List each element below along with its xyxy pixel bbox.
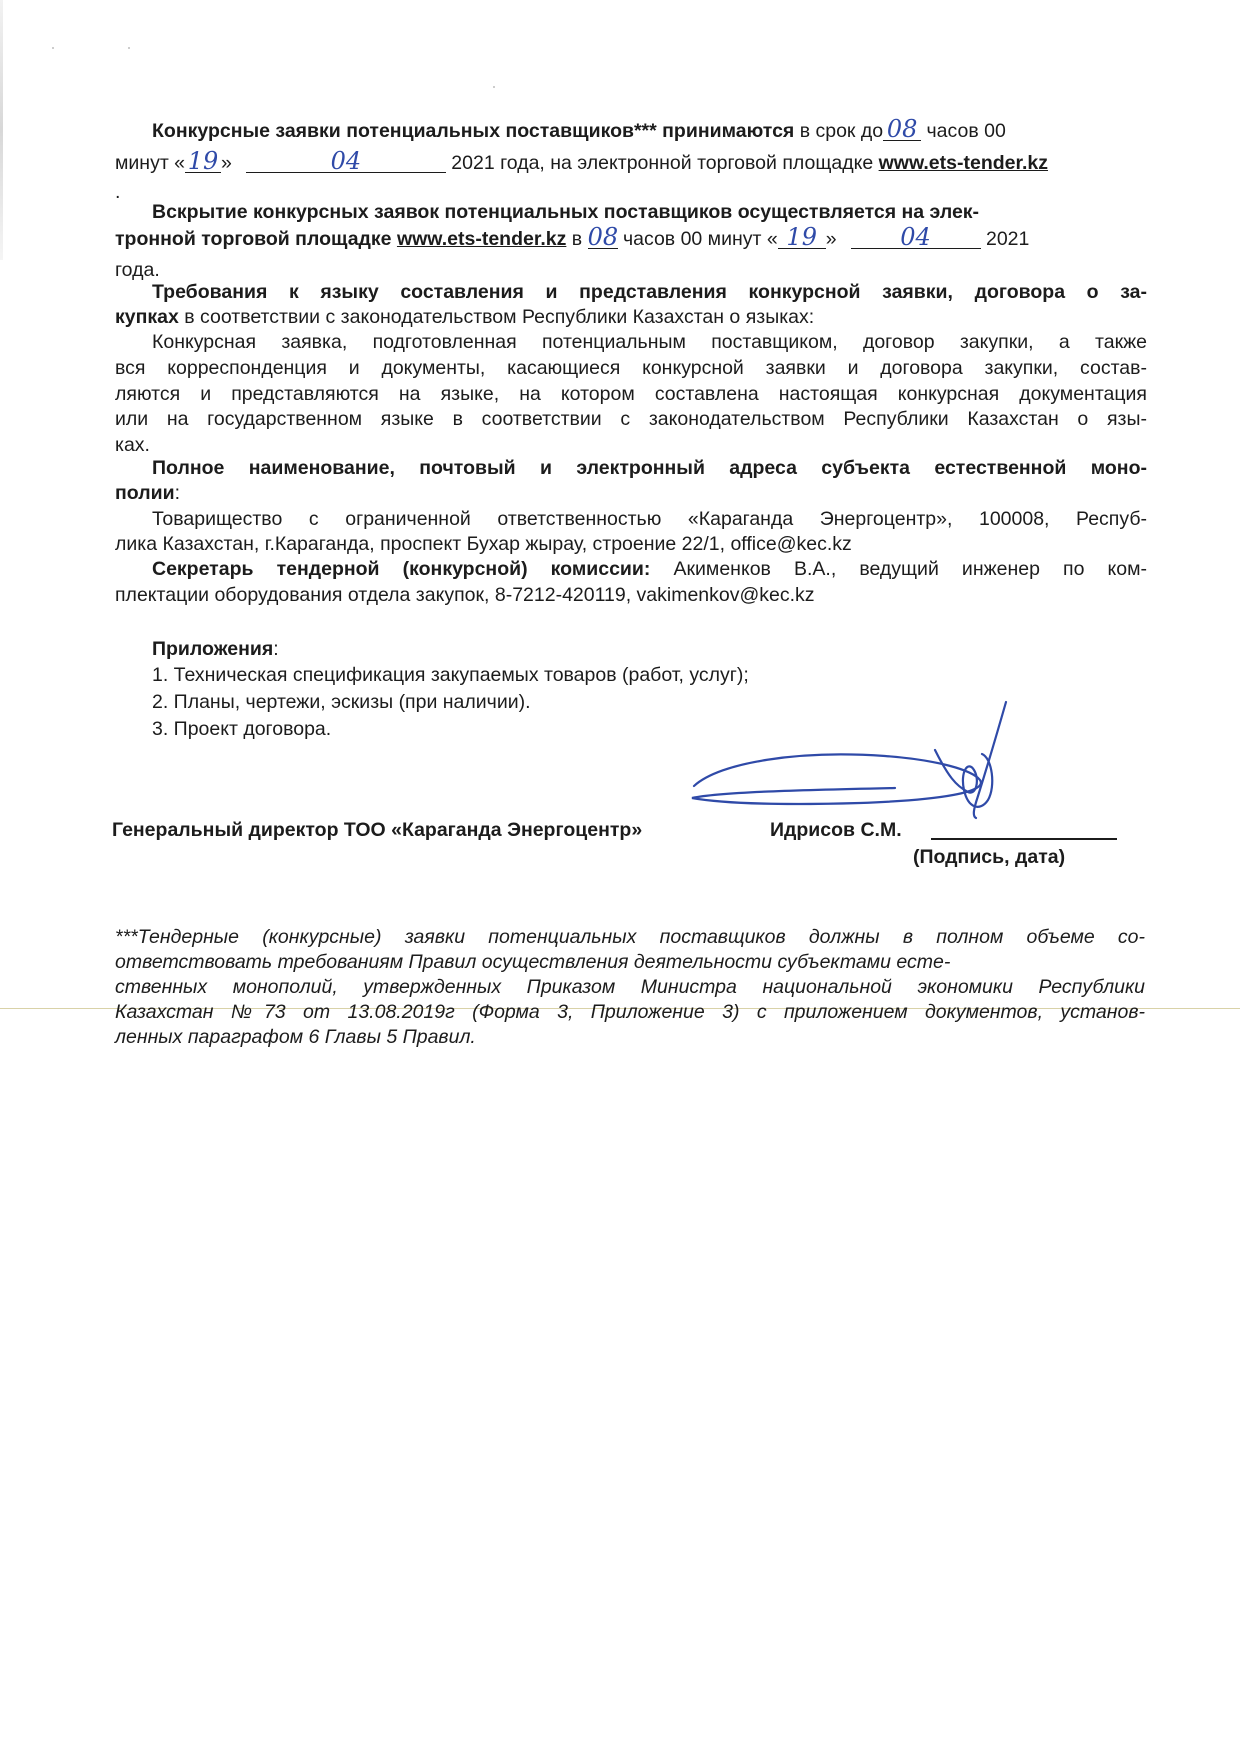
p3-line-2: купках в соответствии с законодательством Республики Казахстан о языках: — [115, 306, 815, 328]
p4-line-2: полии: — [115, 482, 180, 504]
handwritten-day: 19 — [185, 150, 221, 173]
p3-body-2: вся корреспонденция и документы, касающиеся конкурсной заявки и договора закупки, состав- — [115, 357, 1147, 379]
footnote-line-3: ственных монополий, утвержденных Приказом Министра национальной экономики Республики — [115, 976, 1145, 998]
p3-body-5: ках. — [115, 434, 150, 456]
p3-body-3: ляются и представляются на языке, на котором составлена настоящая конкурсная документация — [115, 383, 1147, 405]
p1-line-2: минут « 19 » 04 2021 года, на электронной торговой площадке www.ets-tender.kz — [115, 147, 1049, 175]
handwritten-hour-2: 08 — [587, 223, 619, 251]
handwritten-hour: 08 — [883, 118, 921, 141]
appendix-item: 3. Проект договора. — [152, 718, 332, 740]
scan-edge-shadow — [0, 0, 3, 260]
p3-body-4: или на государственном языке в соответствии с законодательством Республики Казахстан о язы- — [115, 408, 1147, 430]
signature-line — [931, 838, 1117, 840]
director-name: Идрисов С.М. — [770, 819, 902, 841]
footnote-line-2: ответствовать требованиям Правил осуществления деятельности субъектами есте- — [115, 951, 951, 973]
p4-heading: Полное наименование, почтовый и электронный адреса субъекта естественной моно- — [152, 457, 1147, 479]
director-position: Генеральный директор ТОО «Караганда Энергоцентр» — [112, 819, 643, 841]
p2-line-2: тронной торговой площадке www.ets-tender.kz в 08 часов 00 минут « 19 » 04 2021 — [115, 223, 1030, 251]
p3-heading: Требования к языку составления и представления конкурсной заявки, договора о за- — [152, 281, 1147, 303]
p2-line-1: Вскрытие конкурсных заявок потенциальных поставщиков осуществляется на элек- — [152, 201, 980, 223]
ets-tender-link-2[interactable]: www.ets-tender.kz — [396, 228, 567, 250]
signature-caption: (Подпись, дата) — [913, 846, 1066, 868]
appendix-item: 2. Планы, чертежи, эскизы (при наличии). — [152, 691, 531, 713]
footnote-line-4: Казахстан №73 от 13.08.2019г (Форма 3, Приложение 3) с приложением документов, установ- — [115, 1001, 1145, 1023]
scan-speck — [52, 47, 54, 49]
p1-bold-text: Конкурсные заявки потенциальных поставщиков*** принимаются — [152, 120, 795, 142]
p1-line-3: . — [115, 181, 121, 203]
handwritten-signature — [680, 700, 1040, 820]
footnote-line-1: ***Тендерные (конкурсные) заявки потенциальных поставщиков должны в полном объеме со- — [115, 926, 1145, 948]
handwritten-month: 04 — [246, 150, 446, 173]
p4-body-2: лика Казахстан, г.Караганда, проспект Бухар жырау, строение 22/1, office@kec.kz — [115, 533, 852, 555]
p4-body-1: Товарищество с ограниченной ответственностью «Караганда Энергоцентр», 100008, Респуб- — [152, 508, 1147, 530]
scan-speck — [128, 47, 130, 49]
scan-speck — [493, 86, 495, 88]
p1-line-1: Конкурсные заявки потенциальных поставщиков*** принимаются в срок до 08 часов 00 — [152, 115, 1006, 143]
ets-tender-link[interactable]: www.ets-tender.kz — [878, 152, 1049, 174]
p2-line-3: года. — [115, 259, 160, 281]
handwritten-day-2: 19 — [778, 226, 826, 249]
footnote-line-5: ленных параграфом 6 Главы 5 Правил. — [115, 1026, 476, 1048]
p5-line-2: плектации оборудования отдела закупок, 8-7212-420119, vakimenkov@kec.kz — [115, 584, 815, 606]
appendix-item: 1. Техническая спецификация закупаемых товаров (работ, услуг); — [152, 664, 749, 686]
handwritten-month-2: 04 — [851, 226, 981, 249]
appendix-title: Приложения: — [152, 638, 279, 660]
p5-line-1: Секретарь тендерной (конкурсной) комиссии: Акименков В.А., ведущий инженер по ком- — [152, 558, 1147, 580]
p3-body-1: Конкурсная заявка, подготовленная потенциальным поставщиком, договор закупки, а также — [152, 331, 1147, 353]
